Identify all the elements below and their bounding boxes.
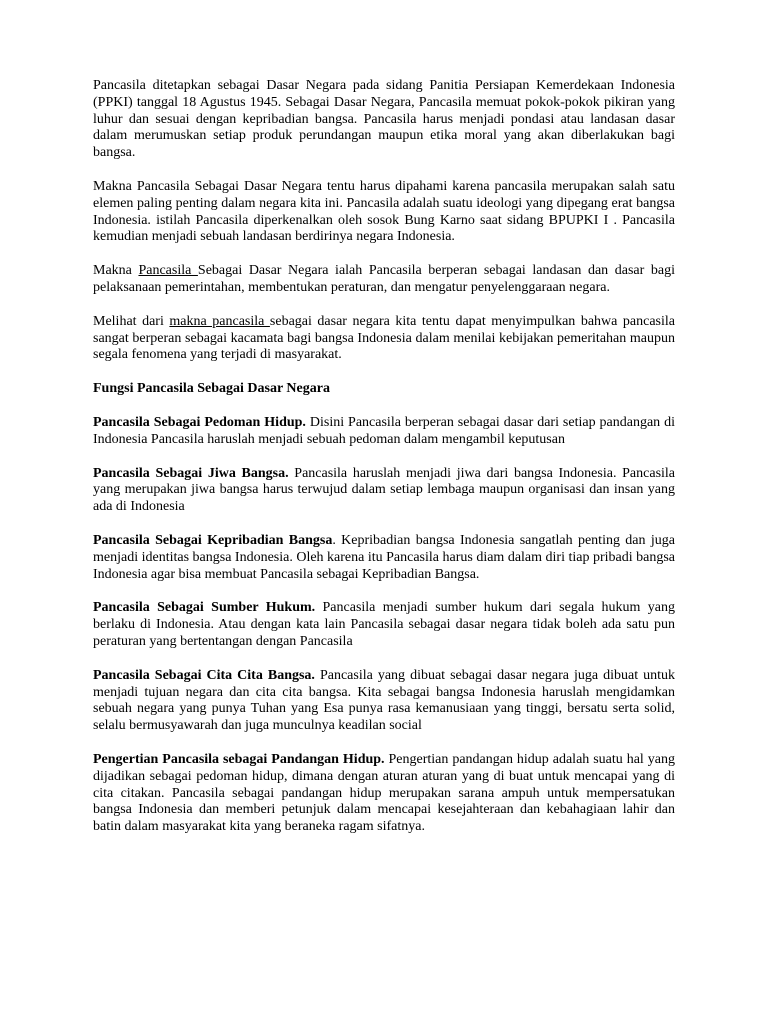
function-item [93,466,675,516]
function-title: Pancasila Sebagai Cita Cita Bangsa. [93,667,315,683]
paragraph-makna-dasar: Makna Pancasila Sebagai Dasar Negara ialah Pancasila berperan sebagai landasan dan dasar bagi pelaksanaan pemerintahan, membentukan peraturan, dan mengatur penyelenggaraan negara. [93,263,675,295]
function-title: Pancasila Sebagai Jiwa Bangsa. [93,465,289,481]
function-text: Pancasila yang dibuat sebagai dasar negara juga dibuat untuk menjadi tujuan negara dan cita cita bangsa. Kita sebagai bangsa Indonesia haruslah mengidamkan sebuah negara yang punya Tuhan yang Esa punya rasa kemanusiaan yang tinggi, bersatu serta solid, selalu bermusyawarah dan juga munculnya keadilan social [93,667,675,734]
function-text: . Kepribadian bangsa Indonesia sangatlah penting dan juga menjadi identitas bangsa Indonesia. Oleh karena itu Pancasila harus diam dalam diri tiap pribadi bangsa Indonesia agar bisa membuat Pancasila sebagai Kepribadian Bangsa. [93,532,675,582]
function-item [93,668,675,735]
section-heading: Fungsi Pancasila Sebagai Dasar Negara [93,381,330,397]
function-item [93,533,675,583]
function-text: Pancasila menjadi sumber hukum dari segala hukum yang berlaku di Indonesia. Atau dengan kata lain Pancasila sebagai dasar negara tidak boleh ada satu pun peraturan yang bertentangan dengan Pancasila [93,600,675,649]
function-title: Pancasila Sebagai Kepribadian Bangsa [93,532,333,548]
paragraph-melihat: Melihat dari makna pancasila sebagai dasar negara kita tentu dapat menyimpulkan bahwa pancasila sangat berperan sebagai kacamata bagi bangsa Indonesia dalam menilai kebijakan pemeritahan maupun segala fenomena yang terjadi di masyarakat. [93,313,676,363]
link-pancasila[interactable]: Pancasila [138,263,198,279]
function-text: Pengertian pandangan hidup adalah suatu hal yang dijadikan sebagai pedoman hidup, dimana dengan aturan aturan yang di buat untuk mencapai yang di cita citakan. Pancasila sebagai pandangan hidup merupakan sarana ampuh untuk mempersatukan bangsa Indonesia dan memberi petunjuk dalam mencapai kesejahteraan dan kebahagiaan lahir dan batin dalam masyarakat kita yang beraneka ragam sifatnya. [93,751,675,835]
function-item [93,752,675,836]
function-text: Disini Pancasila berperan sebagai dasar dari setiap pandangan di Indonesia Pancasila haruslah menjadi sebuah pedoman dalam mengambil keputusan [93,414,675,447]
function-text: Pancasila haruslah menjadi jiwa dari bangsa Indonesia. Pancasila yang merupakan jiwa bangsa harus terwujud dalam setiap lembaga maupun organisasi dan insan yang ada di Indonesia [93,465,676,515]
function-title: Pancasila Sebagai Pedoman Hidup. [93,414,306,430]
link-makna-pancasila[interactable]: makna pancasila [169,313,270,329]
paragraph-intro: Pancasila ditetapkan sebagai Dasar Negara pada sidang Panitia Persiapan Kemerdekaan Indonesia (PPKI) tanggal 18 Agustus 1945. Sebagai Dasar Negara, Pancasila memuat pokok-pokok pikiran yang luhur dan sesuai dengan kepribadian bangsa. Pancasila harus menjadi pondasi atau landasan dasar dalam merumuskan setiap produk perundangan maupun etika moral yang akan diberlakukan bagi bangsa. [93,78,675,161]
function-item [93,415,675,449]
function-title: Pengertian Pancasila sebagai Pandangan Hidup. [93,751,385,767]
function-item [93,600,675,650]
paragraph-makna: Makna Pancasila Sebagai Dasar Negara tentu harus dipahami karena pancasila merupakan salah satu elemen paling penting dalam negara kita ini. Pancasila adalah suatu ideologi yang dipegang erat bangsa Indonesia. istilah Pancasila diperkenalkan oleh sosok Bung Karno saat sidang BPUPKI I . Pancasila kemudian menjadi sebuah landasan berdirinya negara Indonesia. [93,178,675,245]
function-title: Pancasila Sebagai Sumber Hukum. [93,600,316,616]
